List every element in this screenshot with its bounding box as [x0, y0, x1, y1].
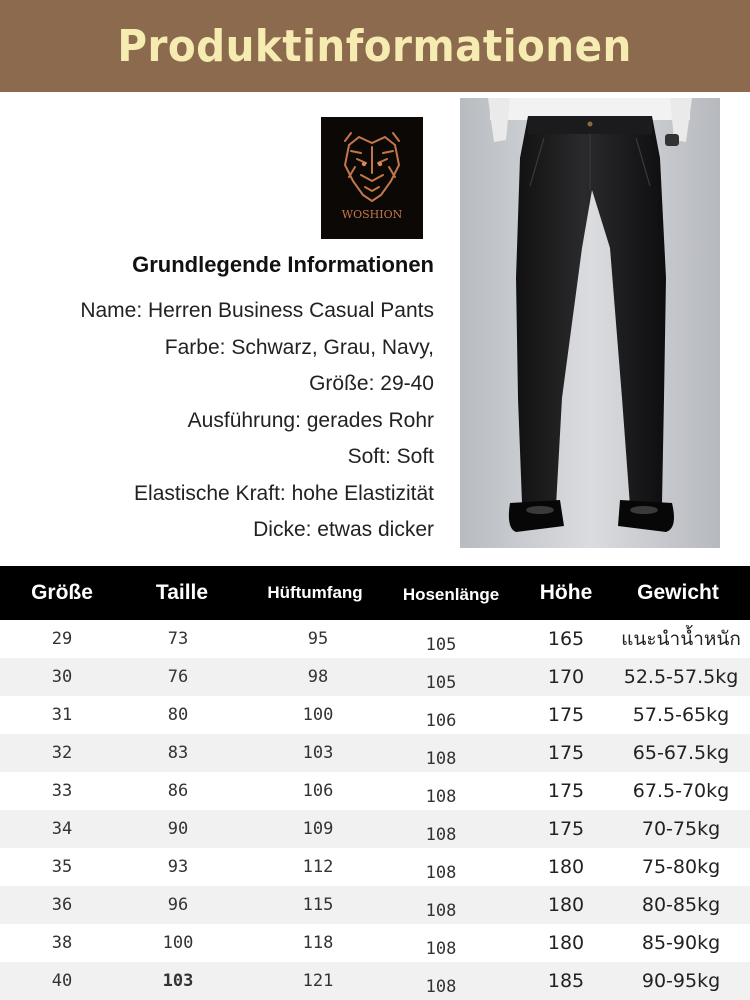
cell-size: 38 — [51, 933, 73, 953]
cell-size: 32 — [51, 743, 73, 763]
cell-height: 180 — [547, 856, 585, 878]
info-cut: Ausführung: gerades Rohr — [187, 408, 434, 432]
cell-height: 180 — [547, 932, 585, 954]
cell-weight: 57.5-65kg — [632, 704, 730, 726]
cell-waist: 96 — [167, 895, 189, 915]
cell-weight: 67.5-70kg — [632, 780, 730, 802]
info-heading: Grundlegende Informationen — [132, 252, 434, 277]
cell-hip: 100 — [302, 705, 334, 725]
cell-size: 36 — [51, 895, 73, 915]
logo-text: WOSHION — [341, 208, 403, 221]
size-table-header — [0, 566, 750, 620]
cell-size: 29 — [51, 629, 73, 649]
size-table — [0, 620, 750, 1000]
cell-weight: 52.5-57.5kg — [623, 666, 739, 688]
cell-weight: แนะนำน้ำหนัก — [621, 628, 741, 650]
header-size: Größe — [31, 581, 93, 604]
cell-weight: 70-75kg — [641, 818, 721, 840]
brand-logo — [321, 117, 423, 239]
cell-hip: 118 — [302, 933, 334, 953]
cell-hip: 106 — [302, 781, 334, 801]
table-row — [0, 658, 750, 696]
cell-height: 175 — [547, 742, 585, 764]
info-thickness: Dicke: etwas dicker — [253, 518, 434, 541]
cell-waist: 80 — [167, 705, 189, 725]
table-row — [0, 886, 750, 924]
table-row — [0, 696, 750, 734]
cell-hip: 98 — [307, 667, 329, 687]
pants-image — [460, 98, 720, 548]
cell-height: 185 — [547, 970, 585, 992]
header-hip: Hüftumfang — [267, 583, 363, 602]
cell-waist: 93 — [167, 857, 189, 877]
cell-height: 175 — [547, 704, 585, 726]
title-banner — [0, 0, 750, 92]
info-color: Farbe: Schwarz, Grau, Navy, — [164, 335, 434, 359]
header-height: Höhe — [539, 581, 593, 604]
header-waist: Taille — [155, 581, 209, 604]
table-row — [0, 962, 750, 1000]
cell-height: 175 — [547, 780, 585, 802]
cell-height: 180 — [547, 894, 585, 916]
cell-size: 33 — [51, 781, 73, 801]
cell-waist: 83 — [167, 743, 189, 763]
page-title: Produktinformationen — [117, 20, 633, 72]
cell-length: 108 — [425, 977, 457, 997]
cell-weight: 80-85kg — [641, 894, 721, 916]
cell-hip: 109 — [302, 819, 334, 839]
table-row — [0, 848, 750, 886]
cell-weight: 85-90kg — [641, 932, 721, 954]
cell-length: 105 — [425, 673, 457, 693]
cell-length: 108 — [425, 939, 457, 959]
header-weight: Gewicht — [637, 581, 719, 604]
info-list — [4, 296, 434, 552]
cell-length: 105 — [425, 635, 457, 655]
cell-waist: 90 — [167, 819, 189, 839]
cell-length: 108 — [425, 901, 457, 921]
cell-weight: 90-95kg — [641, 970, 721, 992]
table-row — [0, 772, 750, 810]
cell-waist: 86 — [167, 781, 189, 801]
cell-size: 34 — [51, 819, 73, 839]
cell-hip: 112 — [302, 857, 334, 877]
info-elasticity: Elastische Kraft: hohe Elastizität — [134, 481, 434, 505]
info-size: Größe: 29-40 — [309, 372, 434, 395]
cell-waist: 73 — [167, 629, 189, 649]
cell-hip: 121 — [302, 971, 334, 991]
cell-height: 165 — [547, 628, 585, 650]
cell-hip: 95 — [307, 629, 329, 649]
cell-weight: 65-67.5kg — [632, 742, 730, 764]
header-length: Hosenlänge — [402, 585, 500, 604]
cell-waist: 103 — [162, 971, 194, 991]
tiger-logo-icon — [321, 117, 423, 239]
product-photo — [460, 98, 720, 548]
cell-height: 175 — [547, 818, 585, 840]
cell-length: 108 — [425, 749, 457, 769]
cell-length: 108 — [425, 787, 457, 807]
cell-size: 35 — [51, 857, 73, 877]
cell-length: 108 — [425, 863, 457, 883]
cell-length: 108 — [425, 825, 457, 845]
table-row — [0, 810, 750, 848]
cell-size: 30 — [51, 667, 73, 687]
cell-waist: 76 — [167, 667, 189, 687]
table-row — [0, 620, 750, 658]
cell-hip: 103 — [302, 743, 334, 763]
table-row — [0, 924, 750, 962]
cell-size: 40 — [51, 971, 73, 991]
cell-weight: 75-80kg — [641, 856, 721, 878]
cell-waist: 100 — [162, 933, 194, 953]
cell-height: 170 — [547, 666, 585, 688]
cell-size: 31 — [51, 705, 73, 725]
cell-hip: 115 — [302, 895, 334, 915]
table-row — [0, 734, 750, 772]
info-name: Name: Herren Business Casual Pants — [80, 299, 434, 322]
cell-length: 106 — [425, 711, 457, 731]
info-softness: Soft: Soft — [347, 445, 434, 468]
